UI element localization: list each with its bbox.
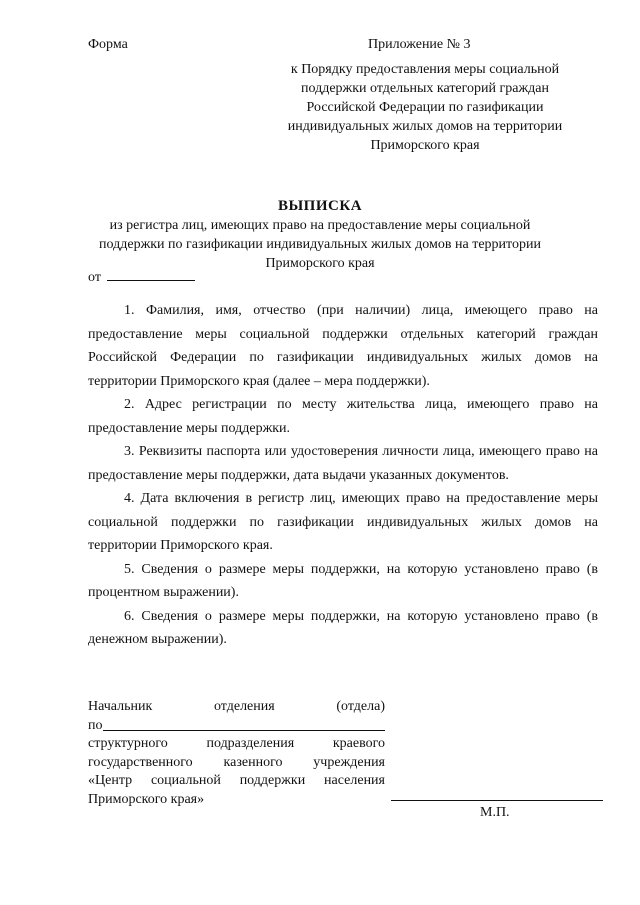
signer-block	[88, 698, 385, 809]
list-item: 1. Фамилия, имя, отчество (при наличии) лица, имеющего право на предоставление меры социальной поддержки отдельных категорий граждан Российской Федерации по газификации индивидуальных жилых домов на территории Приморского края (далее – мера поддержки).	[88, 303, 598, 389]
list-item: 3. Реквизиты паспорта или удостоверения личности лица, имеющего право на предоставление меры поддержки, дата выдачи указанных документов.	[88, 444, 598, 483]
list-item: 2. Адрес регистрации по месту жительства лица, имеющего право на предоставление меры поддержки.	[88, 397, 598, 436]
date-line	[88, 268, 195, 286]
subtitle-line: поддержки по газификации индивидуальных жилых домов на территории	[99, 237, 541, 252]
appendix-line: Российской Федерации по газификации	[306, 100, 544, 115]
date-prefix: от	[88, 270, 101, 285]
seal-label: М.П.	[480, 805, 510, 820]
list-item: 6. Сведения о размере меры поддержки, на которую установлено право (в денежном выражении).	[88, 608, 598, 647]
appendix-reference	[262, 60, 588, 155]
signer-line-3: структурного подразделения краевого	[88, 736, 385, 751]
appendix-line: поддержки отдельных категорий граждан	[301, 81, 549, 96]
signer-prefix: по	[88, 717, 103, 733]
signer-word: отделения	[213, 699, 275, 714]
signature-line	[391, 800, 603, 801]
appendix-number: Приложение № 3	[368, 37, 471, 52]
form-label: Форма	[88, 37, 128, 52]
appendix-line: Приморского края	[370, 138, 480, 153]
appendix-line: к Порядку предоставления меры социальной	[290, 62, 560, 77]
document-subtitle	[75, 216, 565, 273]
signer-line-6: Приморского края»	[88, 791, 205, 807]
subtitle-line: Приморского края	[265, 256, 375, 271]
signer-line-1	[88, 698, 385, 717]
date-blank	[107, 268, 195, 281]
signer-line-5: «Центр социальной поддержки населения	[88, 773, 385, 788]
signer-word: (отдела)	[336, 699, 385, 714]
list-item: 4. Дата включения в регистр лиц, имеющих право на предоставление меры социальной поддержки по газификации индивидуальных жилых домов на территории Приморского края.	[88, 491, 598, 553]
signer-line-4: государственного казенного учреждения	[88, 754, 385, 770]
document-title: ВЫПИСКА	[277, 198, 363, 214]
signer-line-2	[88, 717, 385, 736]
list-item: 5. Сведения о размере меры поддержки, на которую установлено право (в процентном выражении).	[88, 561, 598, 600]
items-list	[88, 299, 598, 652]
department-blank	[103, 717, 386, 732]
appendix-line: индивидуальных жилых домов на территории	[287, 119, 563, 134]
subtitle-line: из регистра лиц, имеющих право на предоставление меры социальной	[109, 218, 531, 233]
signer-word: Начальник	[88, 699, 153, 714]
